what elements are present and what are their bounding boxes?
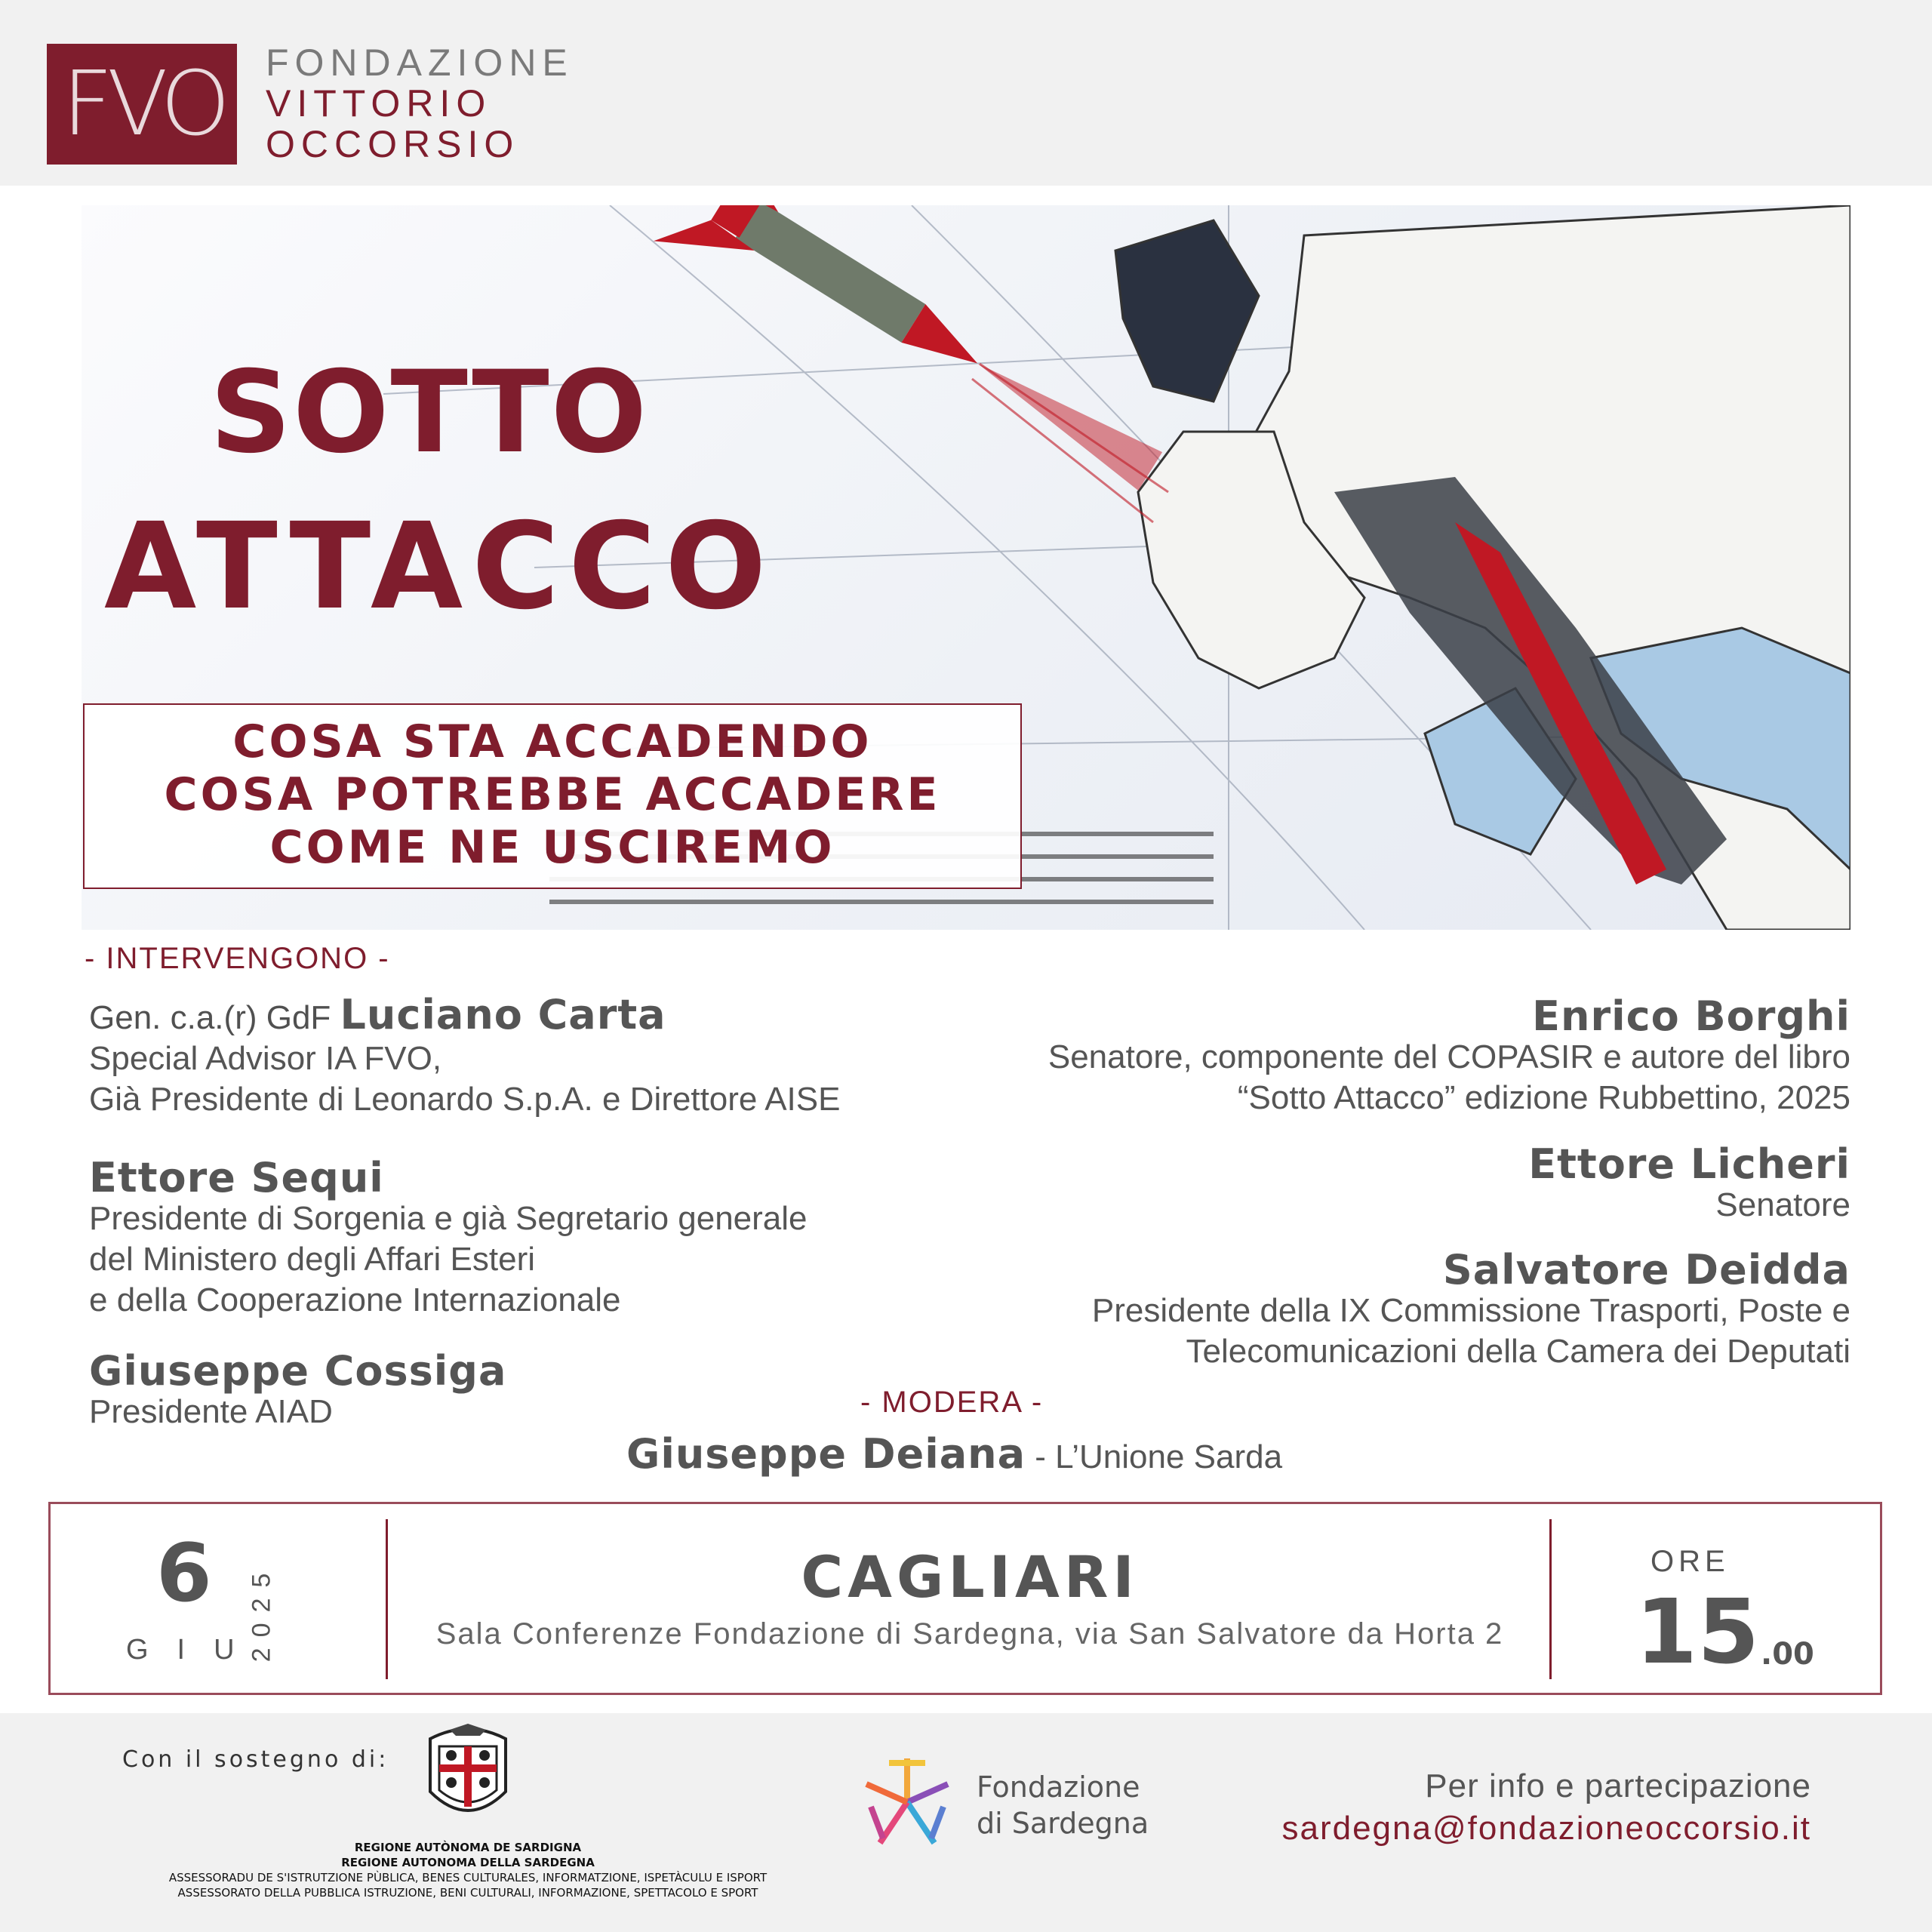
contact-info	[1281, 1767, 1811, 1847]
subtitle-box	[83, 703, 1022, 889]
event-day: 6	[156, 1527, 212, 1620]
speaker-role-line: Senatore, componente del COPASIR e autore del libro	[1048, 1038, 1850, 1075]
moderator	[626, 1430, 1283, 1478]
subtitle-line-2: COSA POTREBBE ACCADERE	[164, 768, 941, 821]
speaker-role-line: e della Cooperazione Internazionale	[89, 1281, 621, 1318]
title-line-2: ATTACCO	[104, 497, 776, 636]
speaker-name: Giuseppe Cossiga	[89, 1347, 507, 1395]
speaker-name: Luciano Carta	[340, 991, 666, 1038]
speaker-role-line: Special Advisor IA FVO,	[89, 1040, 442, 1077]
speaker-role-line: Presidente AIAD	[89, 1393, 333, 1430]
hero-banner	[82, 205, 1850, 930]
moderator-name: Giuseppe Deiana	[626, 1430, 1026, 1478]
speaker-giuseppe-cossiga	[89, 1347, 507, 1432]
speaker-name: Enrico Borghi	[1532, 992, 1850, 1040]
event-venue: Sala Conferenze Fondazione di Sardegna, via San Salvatore da Horta 2	[435, 1617, 1504, 1651]
event-minutes: .00	[1761, 1637, 1814, 1672]
region-line: ASSESSORATO DELLA PUBBLICA ISTRUZIONE, BENI CULTURALI, INFORMAZIONE, SPETTACOLO E SPORT	[177, 1886, 758, 1900]
event-info-box	[48, 1502, 1882, 1695]
speaker-salvatore-deidda	[945, 1246, 1850, 1372]
moderator-affiliation: - L’Unione Sarda	[1026, 1438, 1283, 1475]
speaker-enrico-borghi	[945, 992, 1850, 1118]
region-line: REGIONE AUTÒNOMA DE SARDIGNA	[354, 1841, 582, 1854]
speaker-role-line: “Sotto Attacco” edizione Rubbettino, 2025	[1237, 1079, 1850, 1116]
contact-email-link[interactable]: sardegna@fondazioneoccorsio.it	[1281, 1810, 1811, 1847]
brand-line-3: OCCORSIO	[266, 123, 520, 165]
divider	[386, 1519, 388, 1679]
sardinia-crest-icon	[420, 1724, 516, 1825]
speakers-label: - INTERVENGONO -	[85, 942, 390, 975]
event-city: CAGLIARI	[801, 1543, 1139, 1611]
partner-line-2: di Sardegna	[977, 1807, 1149, 1840]
speaker-role-line: del Ministero degli Affari Esteri	[89, 1241, 536, 1278]
logo-monogram: FVO	[62, 51, 225, 155]
region-line: ASSESSORADU DE S'ISTRUTZIONE PÙBLICA, BENES CULTURALES, INFORMATZIONE, ISPETÀCULU E ISPORT	[168, 1871, 768, 1884]
speaker-role-line: Presidente della IX Commissione Trasporti, Poste e	[1091, 1292, 1850, 1329]
event-month: GIU	[126, 1634, 263, 1666]
speaker-name: Salvatore Deidda	[1442, 1246, 1850, 1294]
speaker-ettore-licheri	[945, 1140, 1850, 1226]
info-label: Per info e partecipazione	[1425, 1767, 1811, 1804]
region-line: REGIONE AUTONOMA DELLA SARDEGNA	[341, 1856, 595, 1869]
brand-line-1: FONDAZIONE	[266, 42, 574, 84]
speaker-name: Ettore Sequi	[89, 1154, 384, 1201]
subtitle-line-3: COME NE USCIREMO	[269, 821, 835, 874]
event-hour: 15	[1635, 1580, 1760, 1684]
partner-line-1: Fondazione	[977, 1770, 1140, 1804]
moderator-label: - MODERA -	[860, 1386, 1044, 1419]
support-label: Con il sostegno di:	[122, 1746, 389, 1773]
speaker-role-line: Presidente di Sorgenia e già Segretario generale	[89, 1200, 808, 1237]
fvo-logo	[47, 44, 237, 165]
header	[0, 0, 1932, 186]
footer	[0, 1713, 1932, 1932]
speaker-ettore-sequi	[89, 1154, 808, 1321]
subtitle-line-1: COSA STA ACCADENDO	[232, 715, 872, 768]
region-text	[75, 1840, 860, 1900]
brand-name	[266, 42, 574, 165]
speaker-role-line: Già Presidente di Leonardo S.p.A. e Direttore AISE	[89, 1081, 841, 1118]
brand-line-2: VITTORIO	[266, 82, 492, 125]
speaker-role-line: Senatore	[1715, 1186, 1850, 1223]
speaker-luciano-carta	[89, 991, 841, 1120]
speaker-role-line: Telecomunicazioni della Camera dei Deputati	[1186, 1333, 1850, 1370]
event-year: 2025	[247, 1562, 276, 1663]
event-time-label: ORE	[1651, 1545, 1730, 1578]
title-line-1: SOTTO	[210, 347, 649, 478]
fondazione-sardegna-logo-icon	[859, 1754, 955, 1850]
speaker-prefix: Gen. c.a.(r) GdF	[89, 999, 340, 1036]
divider	[1549, 1519, 1552, 1679]
partner-name	[977, 1769, 1149, 1841]
speaker-name: Ettore Licheri	[1528, 1140, 1850, 1188]
